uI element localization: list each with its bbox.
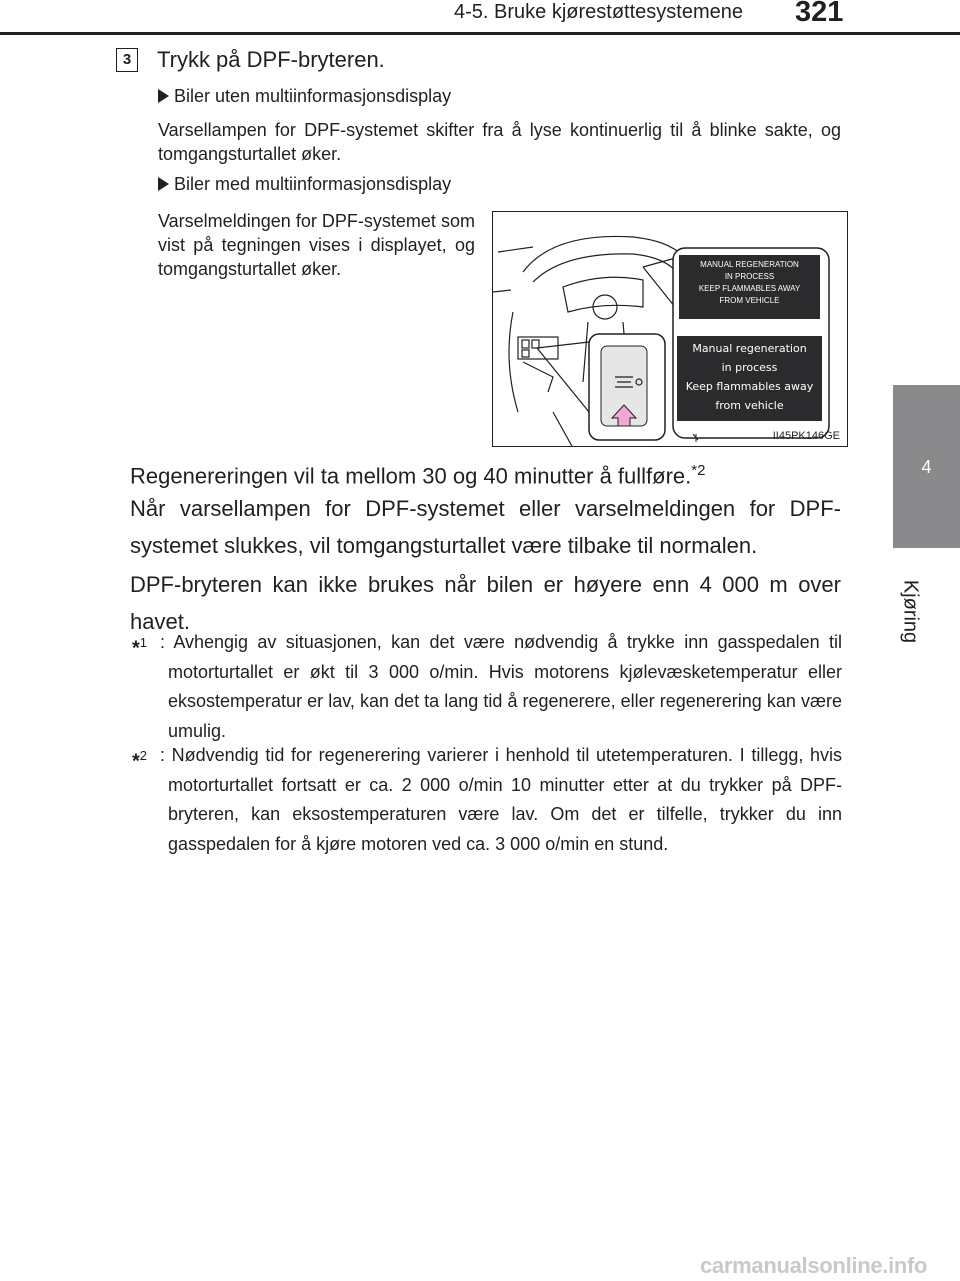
- display-upper-line: KEEP FLAMMABLES AWAY: [698, 284, 801, 293]
- footnote-text: : Nødvendig tid for regenerering varierer i henhold til utetemperaturen. I tillegg, hvis motorturtallet fortsatt er ca. 2 000 o/min 10 minutter etter at du trykker på DPF-bryteren, kan eksostemperaturen være lav. Om det er tilfelle, trykker du inn gasspedalen for å kjøre motoren ved ca. 3 000 o/min en stund.: [160, 745, 842, 854]
- step-text: Trykk på DPF-bryteren.: [157, 47, 385, 72]
- variant-a-text: Varsellampen for DPF-systemet skifter fra å lyse kontinuerlig til å blinke sakte, og tomgangsturtallet øker.: [158, 120, 841, 164]
- footnote-1: [132, 628, 842, 746]
- triangle-bullet-icon: [158, 89, 169, 103]
- display-message-lower: [677, 336, 822, 421]
- section-title: 4-5. Bruke kjørestøttesystemene: [454, 1, 743, 23]
- triangle-bullet-icon: [158, 177, 169, 191]
- figure-code: II45PK146GE: [772, 430, 840, 442]
- asterisk: *: [132, 750, 140, 773]
- footnote-mark: [132, 741, 147, 777]
- page-number: 321: [795, 0, 844, 28]
- footnote-text: : Avhengig av situasjonen, kan det være nødvendig å trykke inn gasspedalen til motorturtallet er økt til 3 000 o/min. Hvis motorens kjølevæsketemperatur eller eksostemperatur er lav, kan det ta lang tid å regenerere, eller regenerering kan være umulig.: [160, 632, 842, 741]
- display-lower-line: in process: [721, 361, 778, 374]
- footnote-num: 1: [139, 635, 148, 650]
- footnote-ref: *2: [691, 462, 706, 479]
- display-lower-line: from vehicle: [715, 399, 784, 412]
- step-number-box: 3: [116, 48, 138, 72]
- body-paragraph-3: DPF-bryteren kan ikke brukes når bilen er høyere enn 4 000 m over havet.: [130, 572, 841, 634]
- footnote-num: 2: [139, 748, 148, 763]
- header-rule: [0, 32, 960, 35]
- display-upper-line: FROM VEHICLE: [719, 296, 780, 305]
- variant-b-text: Varselmeldingen for DPF-systemet som vist på tegningen vises i displayet, og tomgangsturtallet øker.: [158, 211, 475, 279]
- chapter-tab: [893, 385, 960, 548]
- variant-a-heading: [158, 86, 451, 107]
- display-lower-line: Manual regeneration: [692, 342, 807, 355]
- display-upper-line: MANUAL REGENERATION: [700, 260, 799, 269]
- variant-a-heading-text: Biler uten multiinformasjonsdisplay: [174, 86, 452, 106]
- body-paragraph-2: Når varsellampen for DPF-systemet eller varselmeldingen for DPF-systemet slukkes, vil tomgangsturtallet være tilbake til normalen.: [130, 496, 841, 558]
- chapter-title: Kjøring: [899, 579, 922, 644]
- display-upper-line: IN PROCESS: [724, 272, 775, 281]
- chapter-number: 4: [921, 457, 932, 477]
- p1-text: Regenereringen vil ta mellom 30 og 40 minutter å fullføre.: [130, 463, 692, 489]
- display-lower-line: Keep flammables away: [685, 380, 814, 393]
- variant-b-heading-text: Biler med multiinformasjonsdisplay: [174, 174, 452, 194]
- dashboard-illustration: [492, 211, 848, 447]
- watermark: carmanualsonline.info: [700, 1253, 928, 1278]
- variant-b-heading: [158, 174, 451, 195]
- footnote-2: [132, 741, 842, 859]
- footnote-mark: [132, 628, 147, 664]
- body-paragraph-1: [130, 452, 841, 494]
- asterisk: *: [132, 637, 140, 660]
- display-message-upper: [679, 255, 820, 319]
